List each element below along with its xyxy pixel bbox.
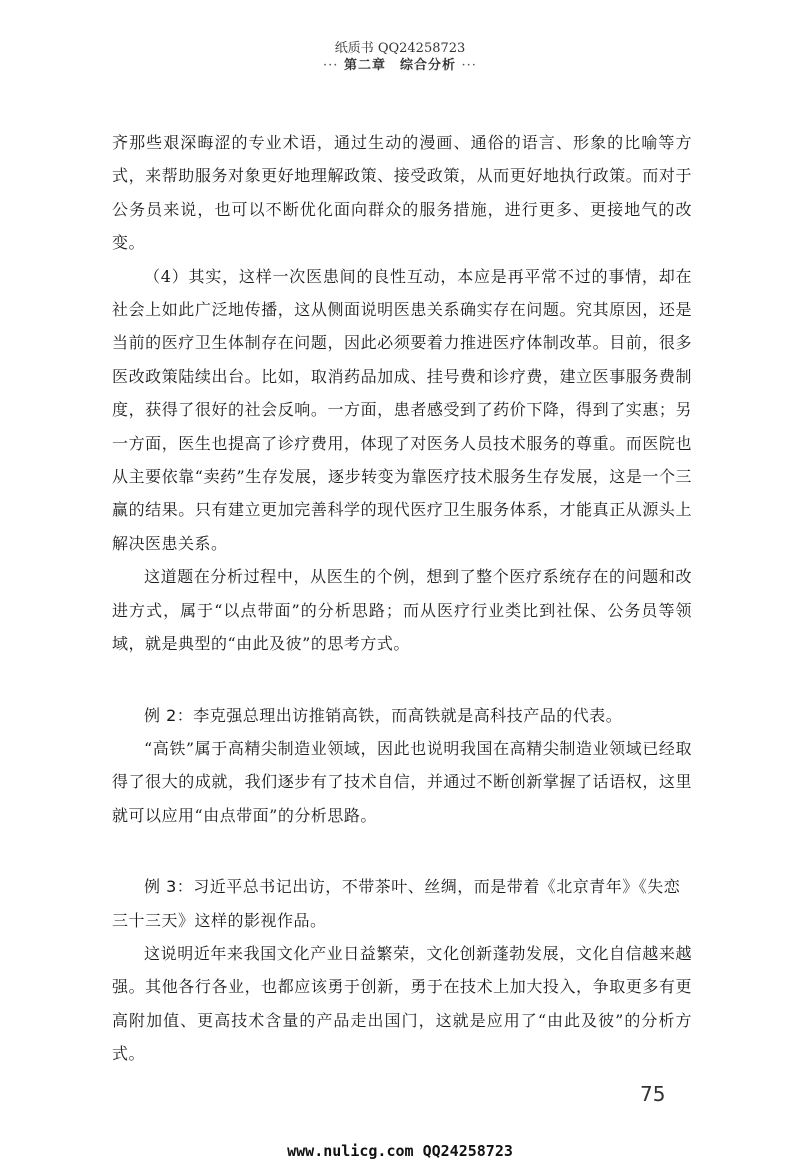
paragraph-point-4: （4）其实，这样一次医患间的良性互动，本应是再平常不过的事情，却在社会上如此广泛地传播，这从侧面说明医患关系确实存在问题。究其原因，还是当前的医疗卫生体制存在问题，因此必须要着力推进医疗体制改革。目前，很多医改政策陆续出台。比如，取消药品加成、挂号费和诊疗费，建立医事服务费制度，获得了很好的社会反响。一方面，患者感受到了药价下降，得到了实惠；另一方面，医生也提高了诊疗费用，体现了对医务人员技术服务的尊重。而医院也从主要依靠“卖药”生存发展，逐步转变为靠医疗技术服务生存发展，这是一个三赢的结果。只有建立更加完善科学的现代医疗卫生服务体系，才能真正从源头上解决医患关系。 xyxy=(112,266,692,553)
paragraph-continuation: 齐那些艰深晦涩的专业术语，通过生动的漫画、通俗的语言、形象的比喻等方式，来帮助服务对象更好地理解政策、接受政策，从而更好地执行政策。而对于公务员来说，也可以不断优化面向群众的服务措施，进行更多、更接地气的改变。 xyxy=(112,133,692,253)
body-text xyxy=(112,126,692,1071)
section-spacer xyxy=(112,661,692,699)
example-2-body: “高铁”属于高精尖制造业领域，因此也说明我国在高精尖制造业领域已经取得了很大的成就，我们逐步有了技术自信，并通过不断创新掌握了话语权，这里就可以应用“由点带面”的分析思路。 xyxy=(112,738,692,825)
chapter-title: 第二章 综合分析 xyxy=(343,58,456,73)
page-footer-watermark: www.nulicg.com QQ24258723 xyxy=(287,1142,513,1160)
example-2-heading: 例 2：李克强总理出访推销高铁，而高铁就是高科技产品的代表。 xyxy=(144,705,623,725)
header-dots-right: ··· xyxy=(461,58,477,73)
chapter-title-line xyxy=(0,57,800,74)
page-header xyxy=(0,40,800,74)
header-watermark-line: 纸质书 QQ24258723 xyxy=(334,41,466,56)
example-3-body: 这说明近年来我国文化产业日益繁荣，文化创新蓬勃发展，文化自信越来越强。其他各行各业，也都应该勇于创新，勇于在技术上加大投入，争取更多有更高附加值、更高技术含量的产品走出国门，这就是应用了“由此及彼”的分析方式。 xyxy=(112,943,692,1064)
example-3-heading: 例 3：习近平总书记出访，不带茶叶、丝绸，而是带着《北京青年》《失恋三十三天》这样的影视作品。 xyxy=(112,877,681,930)
page-number: 75 xyxy=(640,1082,666,1106)
section-spacer xyxy=(112,832,692,870)
paragraph-analysis-summary: 这道题在分析过程中，从医生的个例，想到了整个医疗系统存在的问题和改进方式，属于“以点带面”的分析思路；而从医疗行业类比到社保、公务员等领域，就是典型的“由此及彼”的思考方式。 xyxy=(112,567,692,654)
header-dots-left: ··· xyxy=(323,58,339,73)
